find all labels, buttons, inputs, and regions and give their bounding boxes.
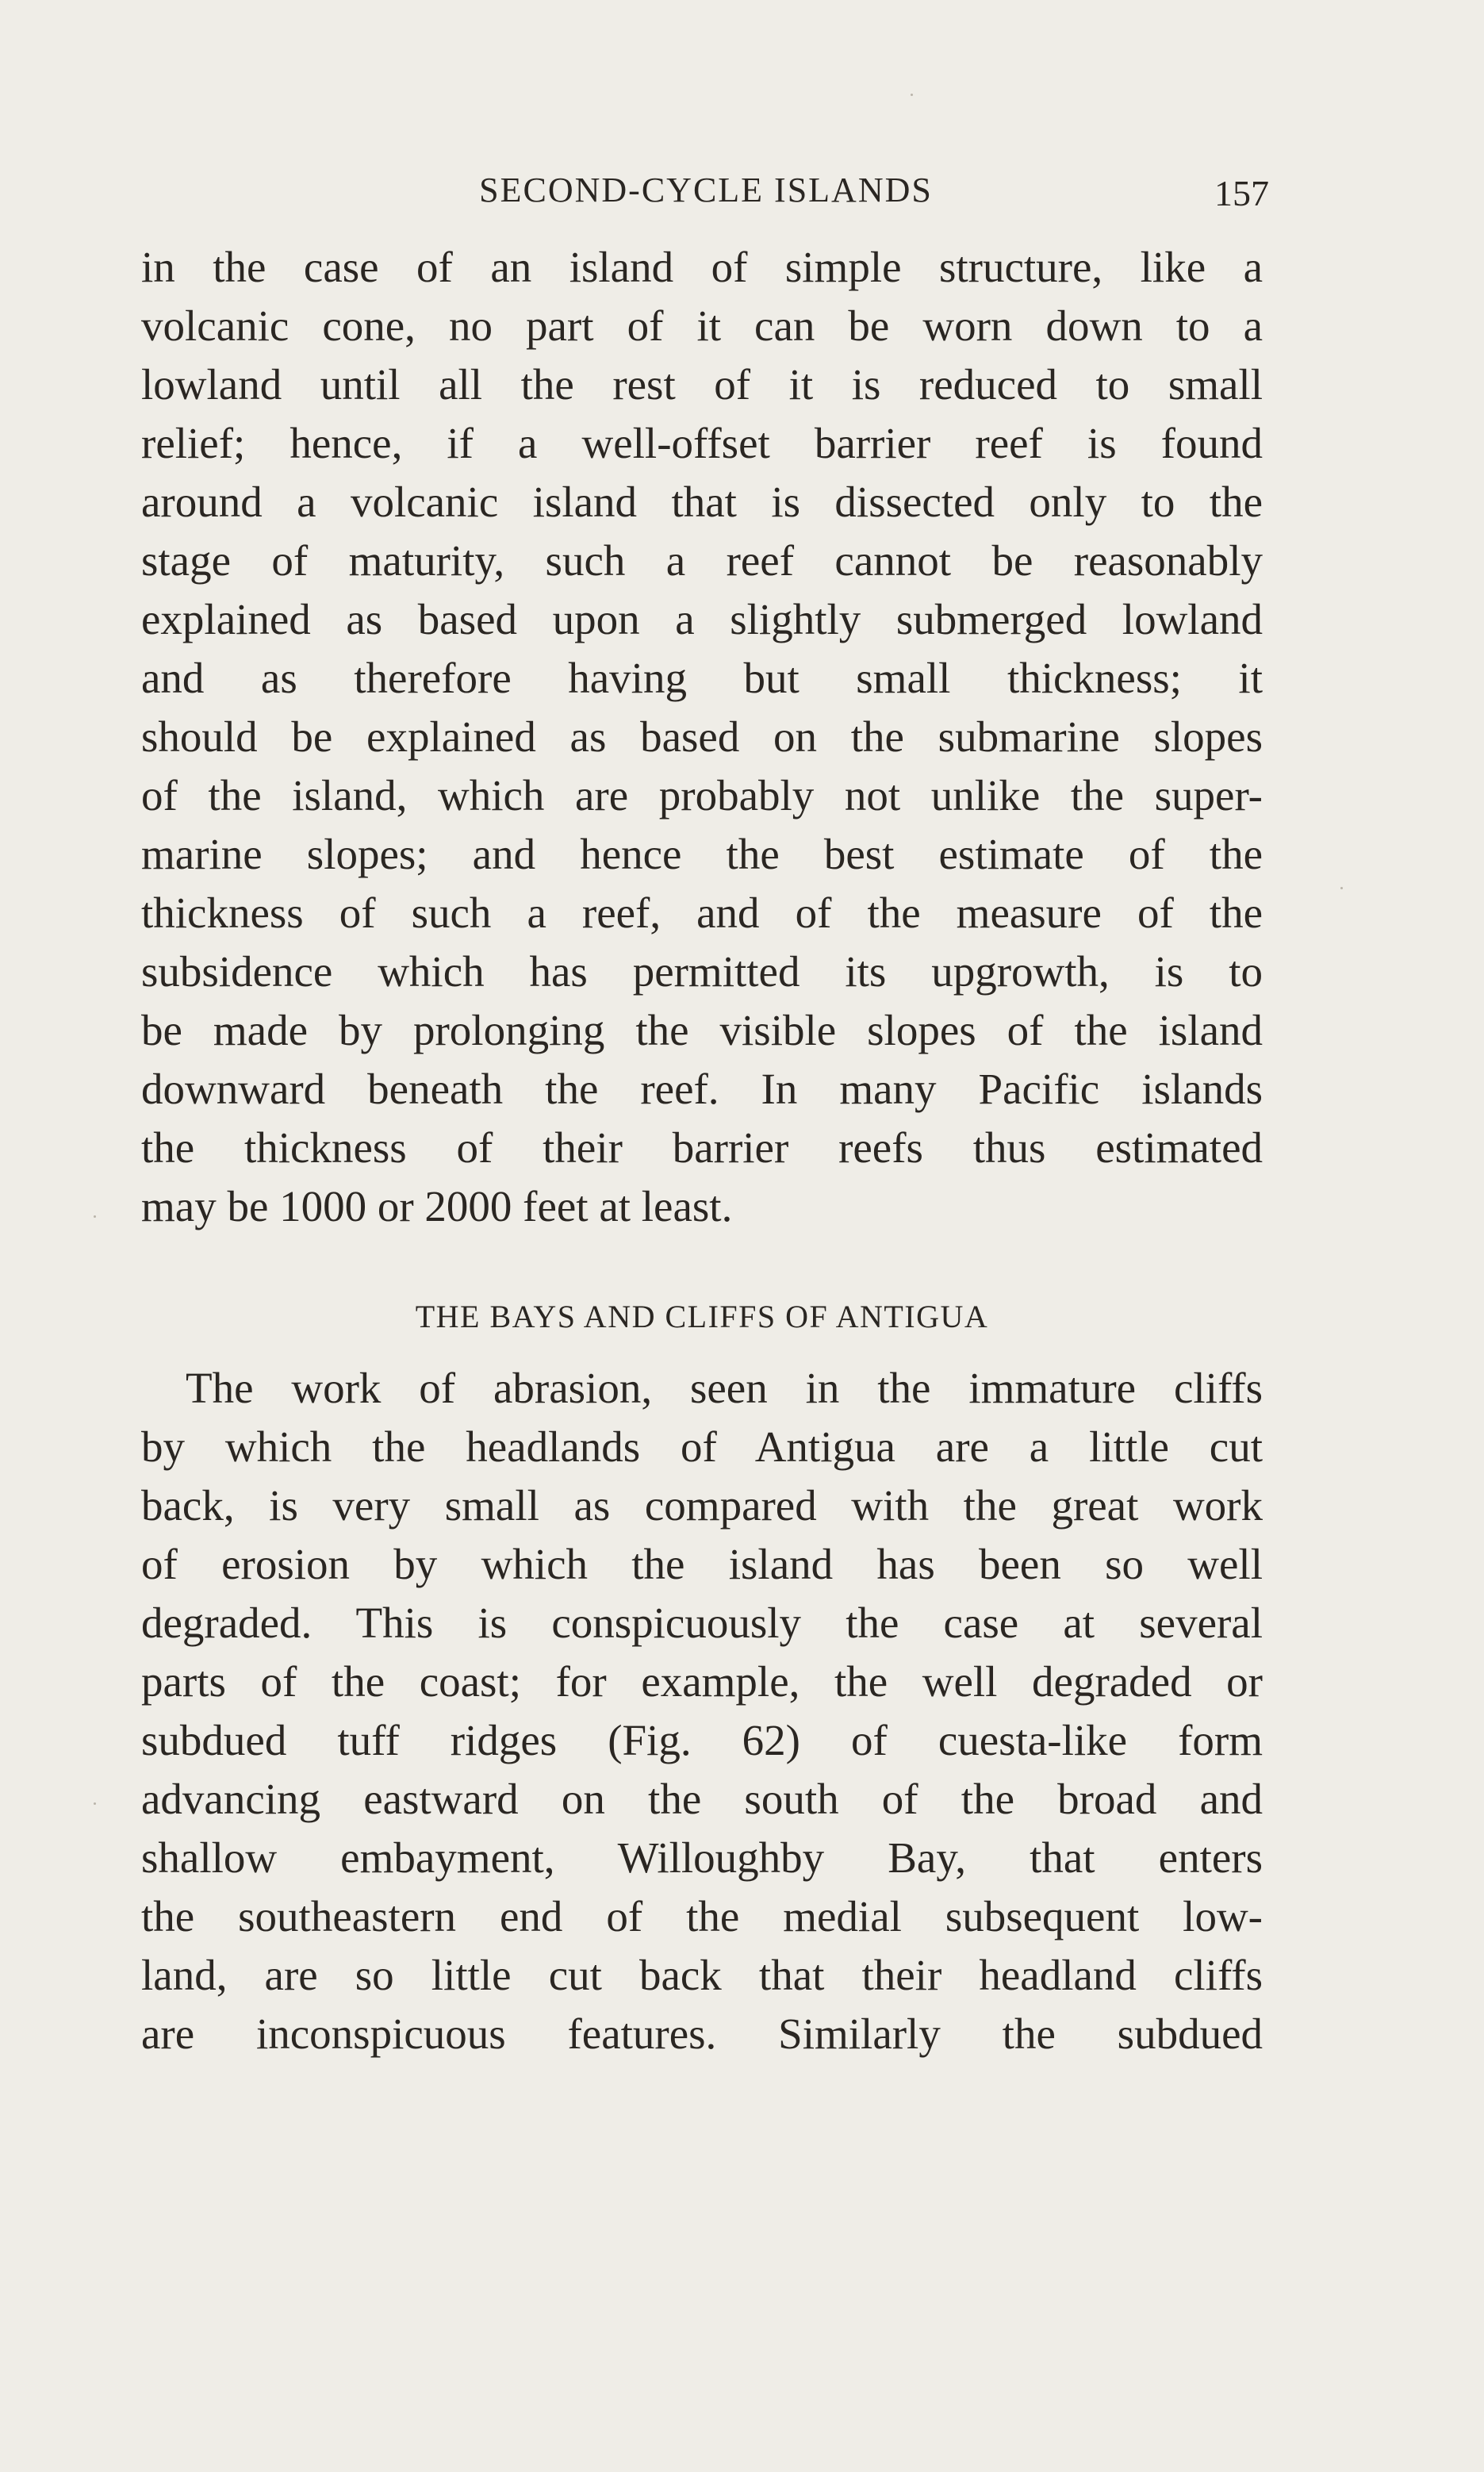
paper-speck: [94, 1802, 96, 1805]
text-line: marine slopes; and hence the best estimate of the: [141, 830, 1263, 878]
text-line: are inconspicuous features. Similarly the subdued: [141, 2009, 1263, 2058]
running-title: SECOND-CYCLE ISLANDS: [479, 171, 933, 209]
text-line: downward beneath the reef. In many Pacific islands: [141, 1065, 1263, 1113]
text-line: stage of maturity, such a reef cannot be reasonably: [141, 536, 1263, 585]
text-line: in the case of an island of simple structure, like a: [141, 243, 1263, 291]
text-line: parts of the coast; for example, the well degraded or: [141, 1657, 1263, 1706]
text-line: advancing eastward on the south of the broad and: [141, 1775, 1263, 1823]
text-line: land, are so little cut back that their headland cliffs: [141, 1951, 1263, 1999]
paper-speck: [1340, 887, 1343, 889]
paper-speck: [911, 94, 913, 96]
text-line: explained as based upon a slightly submerged lowland: [141, 595, 1263, 643]
paper-speck: [94, 1215, 96, 1218]
text-line: may be 1000 or 2000 feet at least.: [141, 1182, 733, 1230]
running-head: [143, 163, 1269, 218]
text-line: be made by prolonging the visible slopes of the island: [141, 1006, 1263, 1054]
text-line: The work of abrasion, seen in the immature cliffs: [186, 1364, 1263, 1412]
text-line: should be explained as based on the submarine slopes: [141, 712, 1263, 761]
text-line: volcanic cone, no part of it can be worn down to a: [141, 301, 1263, 350]
text-line: and as therefore having but small thickness; it: [141, 654, 1263, 702]
text-line: subsidence which has permitted its upgrowth, is to: [141, 947, 1263, 996]
text-line: relief; hence, if a well-offset barrier reef is found: [141, 419, 1263, 467]
page-number: 157: [1214, 173, 1269, 213]
text-line: shallow embayment, Willoughby Bay, that enters: [141, 1833, 1263, 1882]
text-line: around a volcanic island that is dissected only to the: [141, 478, 1263, 526]
text-line: of the island, which are probably not unlike the super-: [141, 771, 1263, 820]
text-line: back, is very small as compared with the great work: [141, 1481, 1263, 1530]
text-line: by which the headlands of Antigua are a little cut: [141, 1422, 1263, 1471]
text-line: lowland until all the rest of it is reduced to small: [141, 360, 1263, 409]
section-heading: THE BAYS AND CLIFFS OF ANTIGUA: [415, 1299, 989, 1334]
text-line: the thickness of their barrier reefs thus estimated: [141, 1123, 1263, 1172]
text-line: subdued tuff ridges (Fig. 62) of cuesta-like form: [141, 1716, 1263, 1764]
text-line: the southeastern end of the medial subsequent low-: [141, 1892, 1263, 1940]
paragraph-antigua: [141, 1359, 1263, 2063]
text-line: degraded. This is conspicuously the case at several: [141, 1599, 1263, 1647]
text-line: thickness of such a reef, and of the measure of the: [141, 889, 1263, 937]
text-line: of erosion by which the island has been so well: [141, 1540, 1263, 1588]
paragraph-continued: [141, 238, 1263, 1236]
